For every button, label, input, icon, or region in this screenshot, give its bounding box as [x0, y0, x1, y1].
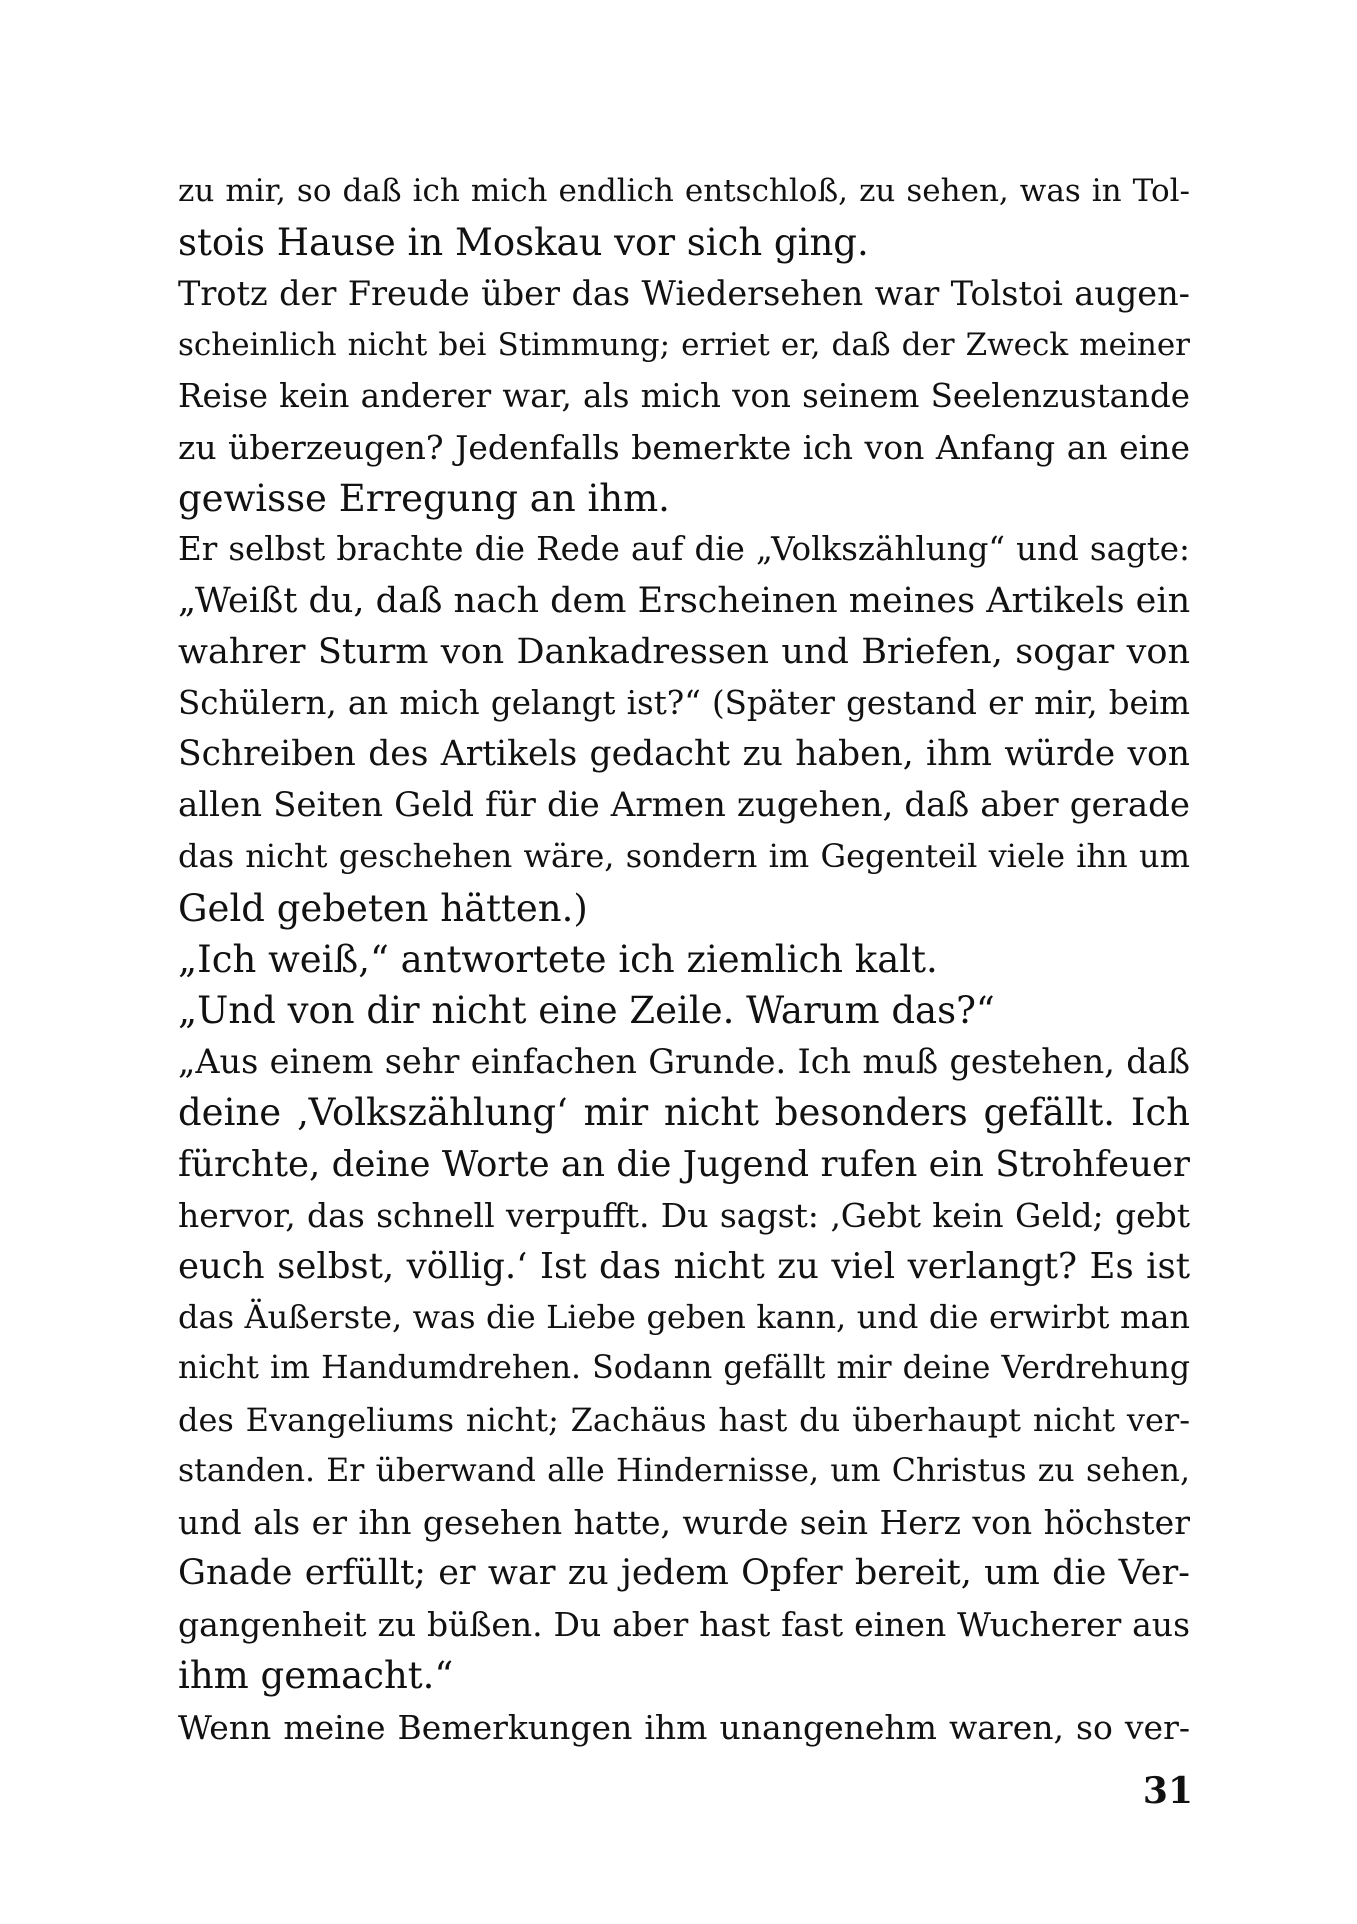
text-line: „Ich weiß,“ antwortete ich ziemlich kalt. — [178, 937, 938, 981]
text-line: hervor, das schnell verpufft. Du sagst: ‚Gebt kein Geld; gebt — [178, 1195, 1190, 1235]
text-line: zu überzeugen? Jedenfalls bemerkte ich von Anfang an eine — [178, 427, 1190, 467]
text-line: zu mir, so daß ich mich endlich entschloß, zu sehen, was in Tol- — [178, 173, 1190, 209]
text-line: des Evangeliums nicht; Zachäus hast du überhaupt nicht ver- — [178, 1400, 1190, 1439]
text-line: Trotz der Freude über das Wiedersehen war Tolstoi augen- — [178, 274, 1190, 314]
text-line: „Weißt du, daß nach dem Erscheinen meines Artikels ein — [178, 580, 1190, 621]
text-line: scheinlich nicht bei Stimmung; erriet er, daß der Zweck meiner — [178, 326, 1190, 363]
text-line: und als er ihn gesehen hatte, wurde sein Herz von höchster — [178, 1502, 1190, 1542]
text-line: das nicht geschehen wäre, sondern im Gegenteil viele ihn um — [178, 837, 1190, 876]
text-line: deine ‚Volkszählung‘ mir nicht besonders gefällt. Ich — [178, 1091, 1190, 1135]
text-line: Schreiben des Artikels gedacht zu haben, ihm würde von — [178, 734, 1190, 775]
text-line: gewisse Erregung an ihm. — [178, 477, 670, 521]
text-line: Gnade erfüllt; er war zu jedem Opfer bereit, um die Ver- — [178, 1553, 1190, 1594]
text-line: euch selbst, völlig.‘ Ist das nicht zu viel verlangt? Es ist — [178, 1245, 1190, 1287]
text-line: ihm gemacht.“ — [178, 1654, 454, 1698]
text-line: stois Hause in Moskau vor sich ging. — [178, 221, 869, 265]
text-line: allen Seiten Geld für die Armen zugehen, daß aber gerade — [178, 785, 1190, 826]
text-line: Er selbst brachte die Rede auf die „Volkszählung“ und sagte: — [178, 530, 1190, 569]
text-line: Wenn meine Bemerkungen ihm unangenehm waren, so ver- — [178, 1707, 1190, 1747]
text-line: Schülern, an mich gelangt ist?“ (Später gestand er mir, beim — [178, 683, 1190, 722]
text-line: gangenheit zu büßen. Du aber hast fast einen Wucherer aus — [178, 1605, 1190, 1645]
text-line: „Und von dir nicht eine Zeile. Warum das?“ — [178, 989, 995, 1032]
text-line: fürchte, deine Worte an die Jugend rufen ein Strohfeuer — [178, 1143, 1190, 1185]
text-line: Geld gebeten hätten.) — [178, 886, 588, 930]
text-line: wahrer Sturm von Dankadressen und Briefen, sogar von — [178, 631, 1190, 672]
text-line: Reise kein anderer war, als mich von seinem Seelenzustande — [178, 376, 1190, 415]
text-line: das Äußerste, was die Liebe geben kann, und die erwirbt man — [178, 1298, 1190, 1337]
body-text — [178, 166, 1190, 1753]
text-line: standen. Er überwand alle Hindernisse, um Christus zu sehen, — [178, 1452, 1190, 1489]
text-line: nicht im Handumdrehen. Sodann gefällt mir deine Verdrehung — [178, 1350, 1190, 1387]
page-number: 31 — [1142, 1770, 1193, 1812]
text-line: „Aus einem sehr einfachen Grunde. Ich muß gestehen, daß — [178, 1042, 1190, 1082]
